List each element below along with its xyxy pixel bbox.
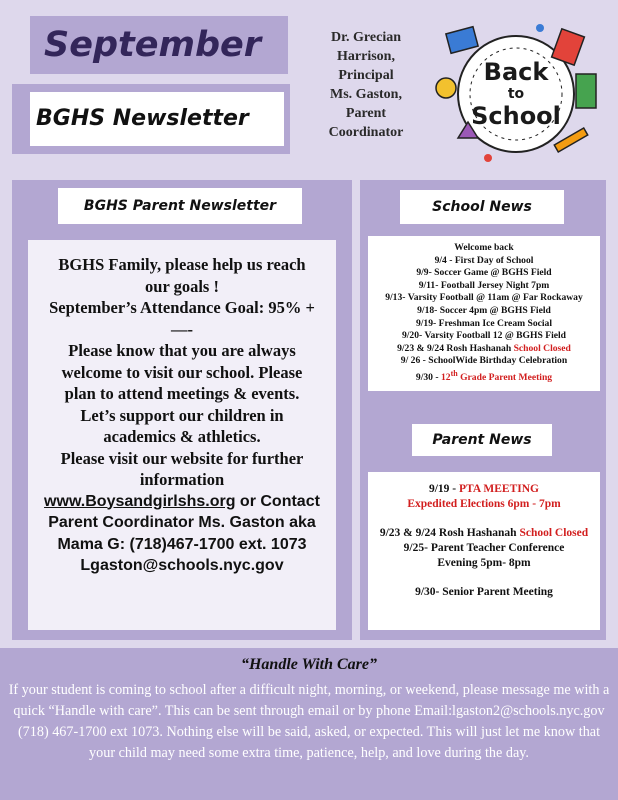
list-item: 9/9- Soccer Game @ BGHS Field <box>416 267 552 279</box>
elections-text: Expedited Elections 6pm - 7pm <box>407 498 561 510</box>
body-line: —- <box>171 319 193 339</box>
grade-number: 12 <box>440 372 451 384</box>
conference-time: Evening 5pm- 8pm <box>437 557 531 569</box>
pta-meeting-text: PTA MEETING <box>459 483 539 495</box>
list-item: 9/30- Senior Parent Meeting <box>415 586 553 598</box>
body-line: our goals ! <box>145 276 219 296</box>
back-to-school-logo <box>428 18 604 168</box>
school-news-list <box>368 236 600 391</box>
list-item: 9/19- Freshman Ice Cream Social <box>415 317 553 329</box>
logo-word-school: School <box>471 102 561 130</box>
list-item <box>374 526 594 541</box>
rosh-prefix: 9/23 & 9/24 Rosh Hashanah <box>397 342 514 354</box>
principal-line: Coordinator <box>328 125 404 140</box>
body-line: academics & athletics. <box>103 427 261 446</box>
list-item: 9/13- Varsity Football @ 11am @ Far Rockaway <box>385 292 583 304</box>
body-line: BGHS Family, please help us reach <box>58 255 306 274</box>
list-item <box>372 343 596 356</box>
contact-line: Parent Coordinator Ms. Gaston aka <box>48 514 316 531</box>
grade-meeting-rest: Grade Parent Meeting <box>457 372 553 384</box>
conference-line: 9/25- Parent Teacher Conference <box>403 542 565 554</box>
contact-email: Lgaston@schools.nyc.gov <box>80 557 284 574</box>
list-item <box>374 541 594 571</box>
handle-with-care-section <box>0 648 618 800</box>
body-line: Let’s support our children in <box>80 405 284 425</box>
school-news-heading: School News <box>400 190 564 224</box>
list-item: 9/18- Soccer 4pm @ BGHS Field <box>417 304 551 316</box>
body-line: Please know that you are always <box>68 341 296 360</box>
title-banner <box>12 84 290 154</box>
website-link[interactable]: www.Boysandgirlshs.org <box>44 492 236 510</box>
rosh-prefix: 9/23 & 9/24 Rosh Hashanah <box>379 527 520 539</box>
principal-line: Ms. Gaston, <box>330 87 402 102</box>
list-item <box>374 482 594 512</box>
principal-line: Harrison, <box>337 49 395 64</box>
handle-with-care-title: “Handle With Care” <box>240 656 378 673</box>
school-closed-text: School Closed <box>513 342 571 354</box>
pta-prefix: 9/19 - <box>428 483 460 495</box>
principal-line: Principal <box>338 68 394 83</box>
website-line <box>28 491 336 513</box>
body-line: Please visit our website for further <box>60 448 304 468</box>
body-line: welcome to visit our school. Please <box>61 362 303 382</box>
parent-news-heading: Parent News <box>412 424 552 456</box>
list-item: 9/20- Varsity Football 12 @ BGHS Field <box>401 330 567 342</box>
body-line: September’s Attendance Goal: 95% + <box>49 298 315 317</box>
list-item <box>372 368 596 385</box>
parent-newsletter-heading: BGHS Parent Newsletter <box>58 188 302 224</box>
logo-word-back: Back <box>483 58 549 86</box>
grade-suffix: th <box>450 368 458 378</box>
last-prefix: 9/30 - <box>415 372 441 384</box>
principal-line: Dr. Grecian <box>331 30 401 45</box>
handle-with-care-text: If your student is coming to school after a difficult night, morning, or weekend, please message me with a quick “Handle with care”. This can be sent through email or by phone Email:lgaston2@schools.nyc.gov (718) 467-1700 ext 1073. Nothing else will be said, asked, or expected. This will just let me know that your child may need some extra time, patience, help, and love during the day. <box>8 682 610 761</box>
newsletter-title: BGHS Newsletter <box>30 92 284 146</box>
parent-newsletter-column <box>12 180 352 640</box>
contact-line: Mama G: (718)467-1700 ext. 1073 <box>57 535 307 553</box>
contact-suffix: or Contact <box>235 492 320 510</box>
header <box>0 0 618 172</box>
list-item: 9/11- Football Jersey Night 7pm <box>418 279 550 291</box>
list-item: 9/4 - First Day of School <box>434 254 534 266</box>
list-item: Welcome back <box>454 242 514 253</box>
school-closed-text: School Closed <box>519 527 589 539</box>
parent-news-list <box>368 472 600 630</box>
principal-line: Parent <box>345 106 387 121</box>
month-banner: September <box>30 16 288 74</box>
body-line: information <box>139 470 225 489</box>
logo-word-to: to <box>507 86 525 102</box>
grade-meeting-text <box>440 368 553 384</box>
body-line: plan to attend meetings & events. <box>64 384 300 403</box>
list-item: 9/ 26 - SchoolWide Birthday Celebration <box>400 355 568 367</box>
parent-newsletter-body <box>28 240 336 630</box>
principal-info <box>306 28 426 142</box>
news-column <box>360 180 606 640</box>
